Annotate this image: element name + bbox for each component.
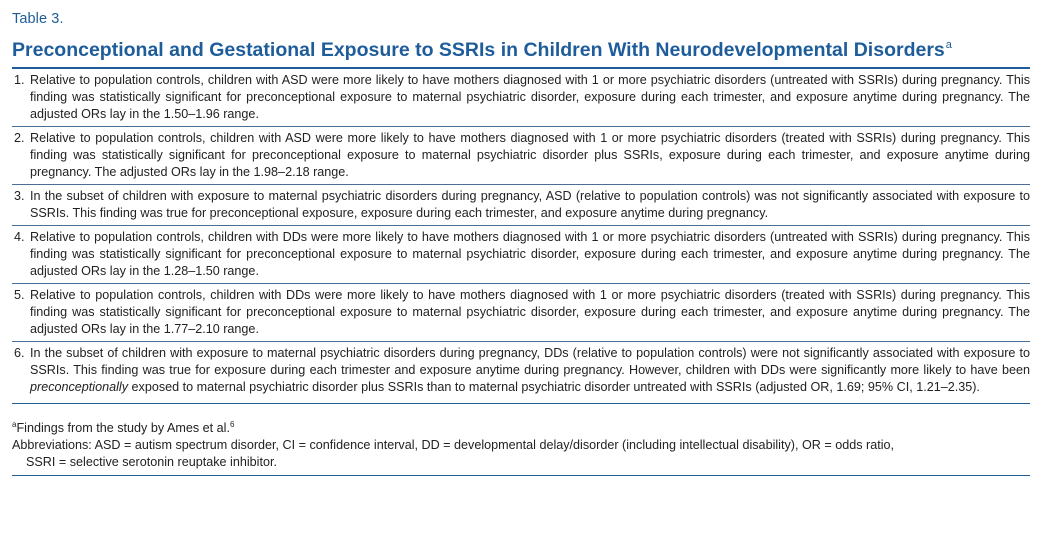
table-title bbox=[12, 33, 1030, 62]
footnote-text: Findings from the study by Ames et al. bbox=[16, 421, 230, 435]
finding-item-6 bbox=[12, 342, 1030, 404]
finding-number: 6. bbox=[14, 346, 25, 360]
abbreviations-line-2: SSRI = selective serotonin reuptake inhibitor. bbox=[26, 455, 277, 469]
finding-text: Relative to population controls, children with DDs were more likely to have mothers diagnosed with 1 or more psychiatric disorders (untreated with SSRIs) during pregnancy. This finding was statistically significant for preconceptional exposure to maternal psychiatric disorder, exposure during each trimester, and exposure anytime during pregnancy. The adjusted ORs lay in the 1.28–1.50 range. bbox=[30, 230, 1030, 278]
finding-item-1 bbox=[12, 69, 1030, 127]
finding-text: Relative to population controls, children with ASD were more likely to have mothers diagnosed with 1 or more psychiatric disorders (treated with SSRIs) during pregnancy. This finding was statistically significant for preconceptional exposure to maternal psychiatric disorder plus SSRIs, exposure during each trimester, and exposure anytime during pregnancy. The adjusted ORs lay in the 1.98–2.18 range. bbox=[30, 131, 1030, 179]
table-title-text: Preconceptional and Gestational Exposure to SSRIs in Children With Neurodevelopmental Disorders bbox=[12, 39, 945, 61]
finding-item-4 bbox=[12, 226, 1030, 284]
finding-number: 5. bbox=[14, 288, 25, 302]
finding-text-before: In the subset of children with exposure to maternal psychiatric disorders during pregnancy, DDs (relative to population controls) were not significantly associated with exposure to SSRIs. This finding was true for exposure during each trimester and exposure anytime during pregnancy. However, children with DDs were significantly more likely to have been bbox=[30, 346, 1030, 377]
bottom-rule bbox=[12, 475, 1030, 476]
title-footnote-mark: a bbox=[945, 39, 952, 51]
findings-list bbox=[12, 69, 1030, 404]
finding-number: 1. bbox=[14, 73, 25, 87]
finding-text: Relative to population controls, children with DDs were more likely to have mothers diagnosed with 1 or more psychiatric disorders (treated with SSRIs) during pregnancy. This finding was statistically significant for preconceptional exposure to maternal psychiatric disorder, exposure during each trimester, and exposure anytime during pregnancy. The adjusted ORs lay in the 1.77–2.10 range. bbox=[30, 288, 1030, 336]
finding-item-2 bbox=[12, 127, 1030, 185]
finding-number: 4. bbox=[14, 230, 25, 244]
finding-number: 2. bbox=[14, 131, 25, 145]
finding-text: In the subset of children with exposure to maternal psychiatric disorders during pregnancy, ASD (relative to population controls) was not significantly associated with exposure to SSRIs. This finding was true for preconceptional exposure, exposure during each trimester, and exposure anytime during pregnancy. bbox=[30, 189, 1030, 220]
finding-number: 3. bbox=[14, 189, 25, 203]
source-footnote bbox=[12, 416, 1030, 437]
finding-text: Relative to population controls, children with ASD were more likely to have mothers diagnosed with 1 or more psychiatric disorders (untreated with SSRIs) during pregnancy. This finding was statistically significant for preconceptional exposure to maternal psychiatric disorder, exposure during each trimester, and exposure anytime during pregnancy. The adjusted ORs lay in the 1.50–1.96 range. bbox=[30, 73, 1030, 121]
table-label: Table 3. bbox=[12, 11, 64, 27]
footnote-mark: a bbox=[12, 420, 17, 429]
footnote-reference: 6 bbox=[229, 420, 235, 429]
finding-text-emphasis: preconceptionally bbox=[30, 380, 129, 394]
finding-item-3 bbox=[12, 185, 1030, 226]
abbreviations-line-1: Abbreviations: ASD = autism spectrum disorder, CI = confidence interval, DD = developmental delay/disorder (including intellectual disability), OR = odds ratio, bbox=[12, 438, 894, 452]
finding-text bbox=[30, 345, 1030, 396]
footnotes bbox=[12, 404, 1030, 471]
finding-item-5 bbox=[12, 284, 1030, 342]
finding-text-after: exposed to maternal psychiatric disorder plus SSRIs than to maternal psychiatric disorder untreated with SSRIs (adjusted OR, 1.69; 95% CI, 1.21–2.35). bbox=[128, 380, 980, 394]
